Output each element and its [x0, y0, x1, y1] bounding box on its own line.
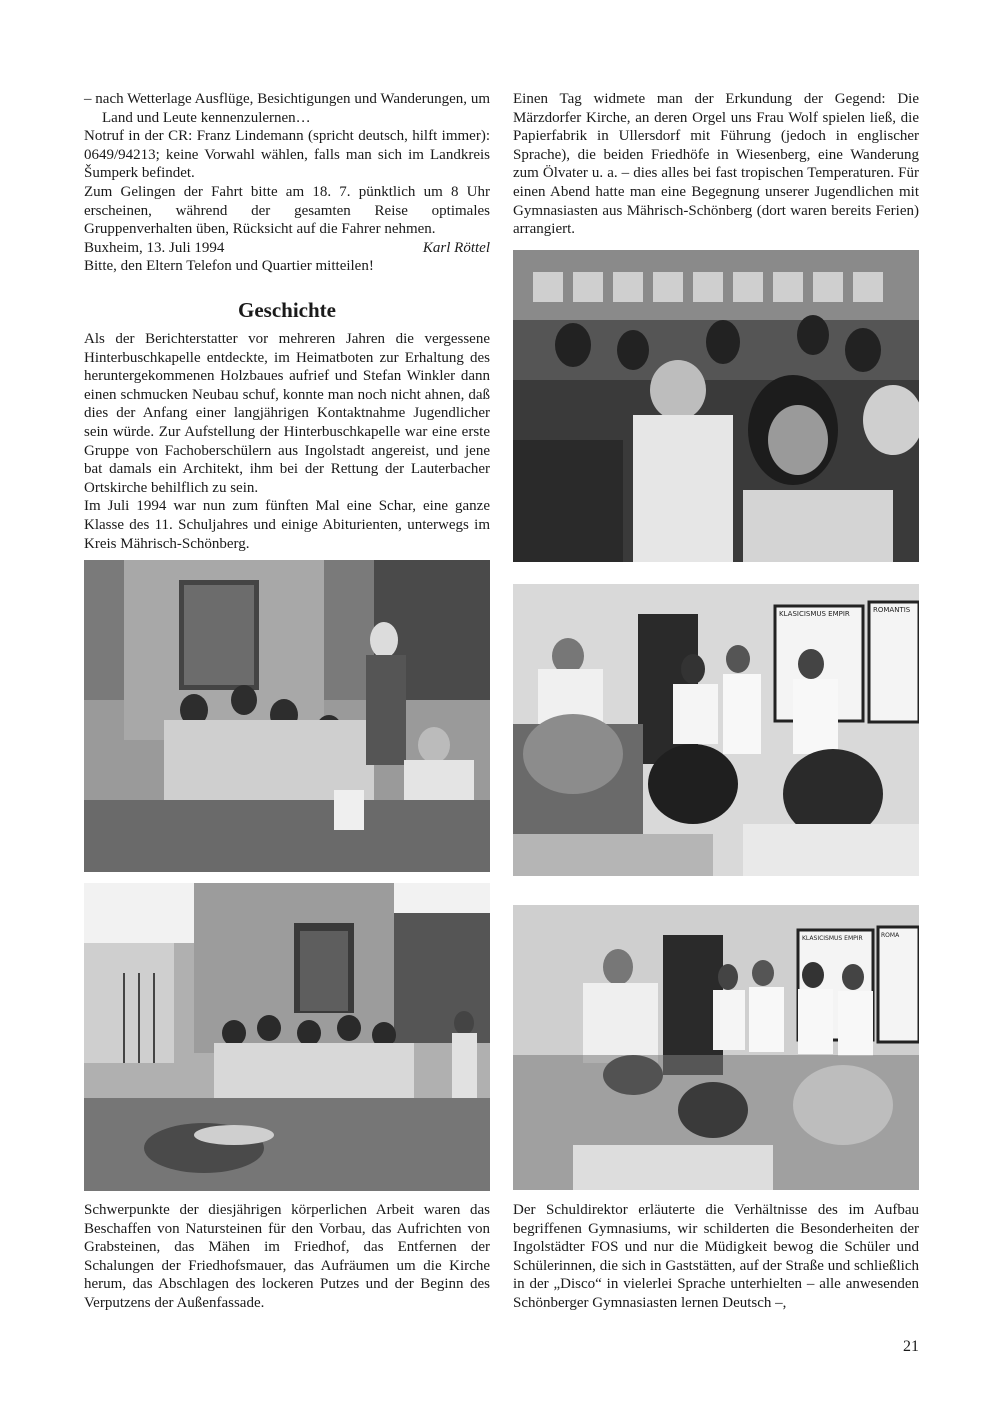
schwerpunkte-paragraph: Schwerpunkte der diesjährigen körperlichen Arbeit waren das Beschaffen von Natursteinen für den Vorbau, das Aufrichten von Grabsteinen, das Mähen im Friedhof, das Entfernen der Schalungen der Friedhofsmauer, das Aufräumen um die Kirche herum, das Abschlagen des lockeren Putzes und der Beginn des Verputzens der Außenfassade.	[84, 1202, 490, 1311]
gelingen-paragraph: Zum Gelingen der Fahrt bitte am 18. 7. pünktlich um 8 Uhr erscheinen, während der gesamten Reise optimales Gruppenverhalten üben, Rücksicht auf die Fahrer nehmen.	[84, 183, 490, 238]
section-heading-geschichte: Geschichte	[238, 298, 336, 322]
schuldirektor-paragraph: Der Schuldirektor erläuterte die Verhältnisse des im Aufbau begriffenen Gymnasiums, wir schilderten die Besonderheiten der Ingolstädter FOS und nur die Müdigkeit bewog die Schüler und Schülerinnen, die sich in Gaststätten, auf der Straße und schließlich in der „Disco“ in vielerlei Sprache unterhielten – alle anwesenden Schönberger Gymnasiasten lernen Deutsch –,	[513, 1202, 919, 1311]
left-bottom-text	[84, 1201, 490, 1313]
photo-classroom-audience	[513, 250, 919, 562]
page-number: 21	[903, 1338, 919, 1355]
author-signature: Karl Röttel	[422, 239, 490, 256]
erkundung-paragraph: Einen Tag widmete man der Erkundung der Gegend: Die Märzdorfer Kirche, an deren Orgel uns Frau Wolf spielen ließ, die Papierfabrik in Ullersdorf mit Führung (jedoch in englischer Sprache), die beiden Friedhöfe in Wiesenberg, eine Wanderung zum Ölvater u. a. – dies alles bei fast tropischen Temperaturen. Für einen Abend hatte man eine Begegnung unserer Jugendlichen mit Gymnasiasten aus Mährisch-Schönberg (dort waren bereits Ferien) arrangiert.	[513, 91, 919, 238]
notruf-paragraph: Notruf in der CR: Franz Lindemann (spricht deutsch, hilft immer): 0649/94213; keine Vorwahl wählen, falls man sich im Landkreis Šumperk befindet.	[84, 128, 490, 182]
photo-school-director	[513, 905, 919, 1190]
poster-label-1: KLASICISMUS EMPIR	[779, 610, 850, 618]
poster-label-4: ROMA	[881, 932, 900, 939]
poster-label-3: KLASICISMUS EMPIR	[802, 935, 863, 942]
bitte-paragraph: Bitte, den Eltern Telefon und Quartier mitteilen!	[84, 258, 374, 275]
photo-group-at-church	[84, 883, 490, 1191]
dateline	[84, 239, 490, 258]
photo-classroom-presentation	[513, 584, 919, 876]
poster-label-2: ROMANTIS	[873, 606, 911, 614]
right-bottom-text	[513, 1201, 919, 1313]
left-top-text	[84, 90, 490, 276]
right-top-text	[513, 90, 919, 239]
photo-group-on-stones	[84, 560, 490, 872]
geschichte-paragraph-2: Im Juli 1994 war nun zum fünften Mal eine Schar, eine ganze Klasse des 11. Schuljahres und einige Abiturienten, unterwegs im Kreis Mährisch-Schönberg.	[84, 498, 490, 552]
list-item-ausfluege: – nach Wetterlage Ausflüge, Besichtigungen und Wanderungen, um Land und Leute kennenzulernen…	[84, 91, 490, 126]
geschichte-text	[84, 330, 490, 553]
place-date: Buxheim, 13. Juli 1994	[84, 239, 225, 256]
geschichte-paragraph-1: Als der Berichterstatter vor mehreren Jahren die vergessene Hinterbuschkapelle entdeckte, im Heimatboten zur Erhaltung des heruntergekommenen Holzbaues aufrief und Stefan Winkler dann einen schmucken Neubau schuf, konnte man noch nicht ahnen, daß dies der Anfang einer langjährigen Kontaktnahme Jugendlicher sein würde. Zur Aufstellung der Hinterbuschkapelle war eine erste Gruppe von Fachoberschülern aus Ingolstadt angereist, und jene bat damals ein Architekt, ihm bei der Rettung der Lauterbacher Ortskirche behilflich zu sein.	[84, 331, 490, 496]
